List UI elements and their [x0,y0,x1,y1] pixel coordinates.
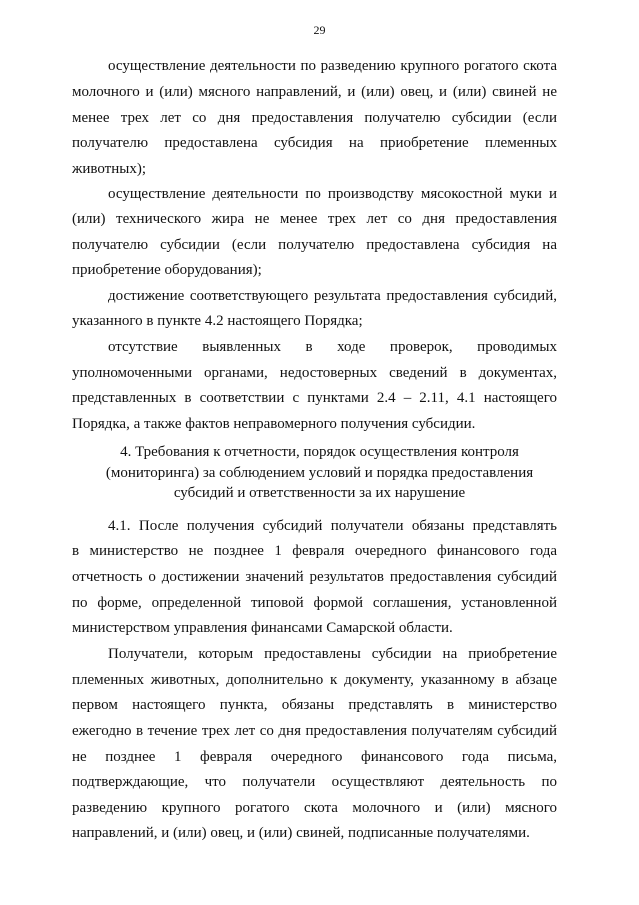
paragraph-line: уполномоченными органами, недостоверных сведений в документах, [72,365,557,381]
paragraph-line: указанного в пункте 4.2 настоящего Порядка; [72,313,363,329]
page-number: 29 [313,23,326,37]
paragraph-line: молочного и (или) мясного направлений, и (или) овец, и (или) свиней не [72,84,557,100]
paragraph-line: менее трех лет со дня предоставления получателю субсидии (если [72,110,557,126]
paragraph-line: ежегодно в течение трех лет со дня предоставления получателям субсидий [72,723,557,739]
paragraph-line: не позднее 1 февраля очередного финансового года письма, [72,749,557,765]
paragraph-line: по форме, определенной типовой формой соглашения, установленной [72,595,557,611]
paragraph-line: 4.1. После получения субсидий получатели обязаны представлять [108,518,557,534]
paragraph-line: получателю предоставлена субсидия на приобретение племенных [72,135,557,151]
paragraph-line: Порядка, а также фактов неправомерного получения субсидии. [72,416,476,432]
paragraph-line: осуществление деятельности по производству мясокостной муки и [108,186,557,202]
paragraph-line: подтверждающие, что получатели осуществляют деятельность по [72,774,557,790]
paragraph-line: племенных животных, дополнительно к документу, указанному в абзаце [72,672,557,688]
paragraph-line: (или) технического жира не менее трех лет со дня предоставления [72,211,557,227]
paragraph-line: направлений, и (или) овец, и (или) свиней, подписанные получателями. [72,825,530,841]
paragraph-line: первом настоящего пункта, обязаны представлять в министерство [72,697,557,713]
paragraph-line: министерством управления финансами Самарской области. [72,620,453,636]
paragraph-line: в министерство не позднее 1 февраля очередного финансового года [72,543,557,559]
paragraph-line: животных); [72,161,146,177]
paragraph-line: представленных в соответствии с пунктами 2.4 – 2.11, 4.1 настоящего [72,390,557,406]
paragraph-line: приобретение оборудования); [72,262,262,278]
heading-line: субсидий и ответственности за их нарушение [173,485,466,501]
paragraph-line: осуществление деятельности по разведению крупного рогатого скота [108,58,557,74]
paragraph-line: отсутствие выявленных в ходе проверок, проводимых [108,339,557,355]
paragraph-line: Получатели, которым предоставлены субсидии на приобретение [108,646,557,662]
paragraph-line: получателю субсидии (если получателю предоставлена субсидия на [72,237,557,253]
paragraph-line: отчетность о достижении значений результатов предоставления субсидий [72,569,557,585]
paragraph-line: разведению крупного рогатого скота молочного и (или) мясного [72,800,557,816]
heading-line: (мониторинга) за соблюдением условий и порядка предоставления [105,465,534,481]
paragraph-line: достижение соответствующего результата предоставления субсидий, [108,288,557,304]
heading-line: 4. Требования к отчетности, порядок осуществления контроля [120,444,519,460]
